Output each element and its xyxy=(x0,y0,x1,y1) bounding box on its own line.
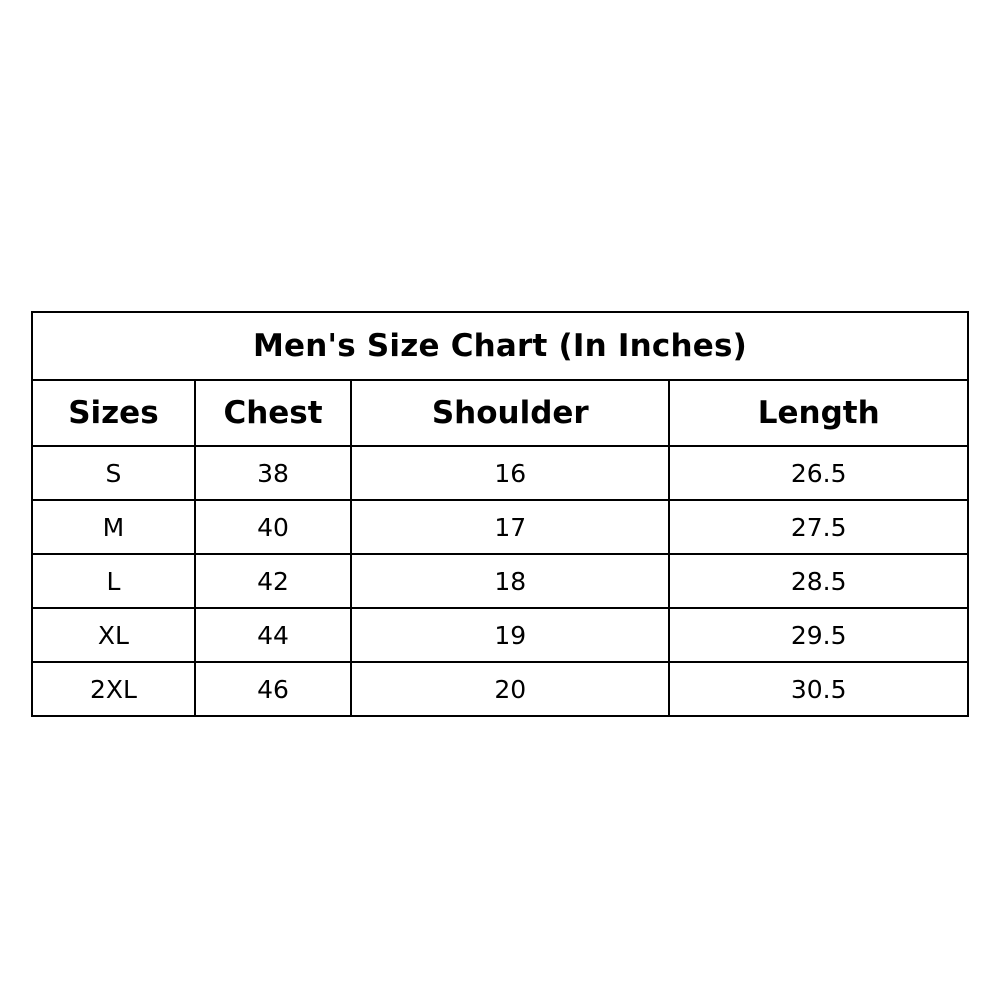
table-row xyxy=(32,500,968,554)
cell-length: 29.5 xyxy=(669,608,968,662)
cell-size: XL xyxy=(32,608,195,662)
table-row xyxy=(32,446,968,500)
cell-chest: 42 xyxy=(195,554,351,608)
table-row xyxy=(32,554,968,608)
cell-size: S xyxy=(32,446,195,500)
column-header-chest: Chest xyxy=(195,380,351,446)
cell-chest: 46 xyxy=(195,662,351,716)
cell-shoulder: 16 xyxy=(351,446,669,500)
table-row xyxy=(32,608,968,662)
table-title-row xyxy=(32,312,968,380)
cell-size: L xyxy=(32,554,195,608)
column-header-sizes: Sizes xyxy=(32,380,195,446)
size-chart-container xyxy=(31,311,969,717)
cell-chest: 44 xyxy=(195,608,351,662)
column-header-shoulder: Shoulder xyxy=(351,380,669,446)
table-header-row xyxy=(32,380,968,446)
size-chart-table xyxy=(31,311,969,717)
cell-length: 30.5 xyxy=(669,662,968,716)
cell-length: 28.5 xyxy=(669,554,968,608)
cell-chest: 40 xyxy=(195,500,351,554)
cell-shoulder: 17 xyxy=(351,500,669,554)
cell-shoulder: 20 xyxy=(351,662,669,716)
cell-shoulder: 18 xyxy=(351,554,669,608)
chart-title: Men's Size Chart (In Inches) xyxy=(32,312,968,380)
cell-size: M xyxy=(32,500,195,554)
table-row xyxy=(32,662,968,716)
cell-shoulder: 19 xyxy=(351,608,669,662)
cell-length: 26.5 xyxy=(669,446,968,500)
cell-size: 2XL xyxy=(32,662,195,716)
cell-length: 27.5 xyxy=(669,500,968,554)
cell-chest: 38 xyxy=(195,446,351,500)
column-header-length: Length xyxy=(669,380,968,446)
